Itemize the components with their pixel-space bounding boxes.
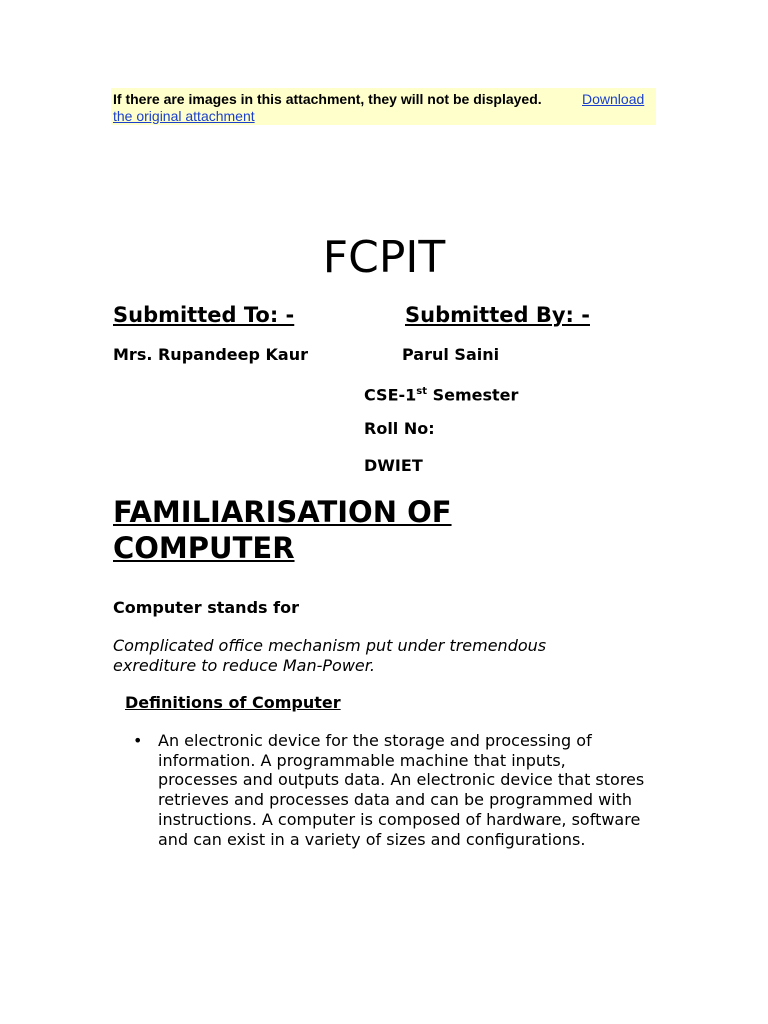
notice-text: If there are images in this attachment, they will not be displayed. [113, 91, 542, 107]
course-prefix: CSE-1 [364, 385, 417, 405]
student-name: Parul Saini [402, 345, 500, 364]
attachment-notice [111, 88, 656, 125]
submitted-to-heading: Submitted To: - [113, 303, 295, 327]
course-semester [364, 382, 518, 405]
download-link-continued[interactable]: the original attachment [113, 108, 255, 124]
download-link[interactable]: Download [582, 91, 645, 107]
stands-for-heading: Computer stands for [113, 598, 299, 617]
teacher-name: Mrs. Rupandeep Kaur [113, 345, 308, 364]
document-title: FCPIT [322, 232, 446, 283]
bullet-marker: • [133, 731, 143, 750]
definition-paragraph: An electronic device for the storage and processing of information. A programmable machine that inputs, processes and outputs data. An electronic device that stores retrieves and processes data and can be programmed with instructions. A computer is composed of hardware, software and can exist in a variety of sizes and configurations. [158, 731, 645, 849]
course-suffix: Semester [427, 385, 519, 405]
section-title-line-1: FAMILIARISATION OF [113, 495, 452, 529]
definitions-heading: Definitions of Computer [125, 693, 341, 712]
submitted-by-heading: Submitted By: - [405, 303, 590, 327]
acronym-meaning: Complicated office mechanism put under tremendous exrediture to reduce Man-Power. [113, 636, 547, 675]
roll-number: Roll No: [364, 419, 435, 438]
section-title [113, 494, 452, 566]
course-superscript: st [416, 386, 427, 397]
institute-name: DWIET [364, 456, 423, 475]
section-title-line-2: COMPUTER [113, 531, 295, 565]
